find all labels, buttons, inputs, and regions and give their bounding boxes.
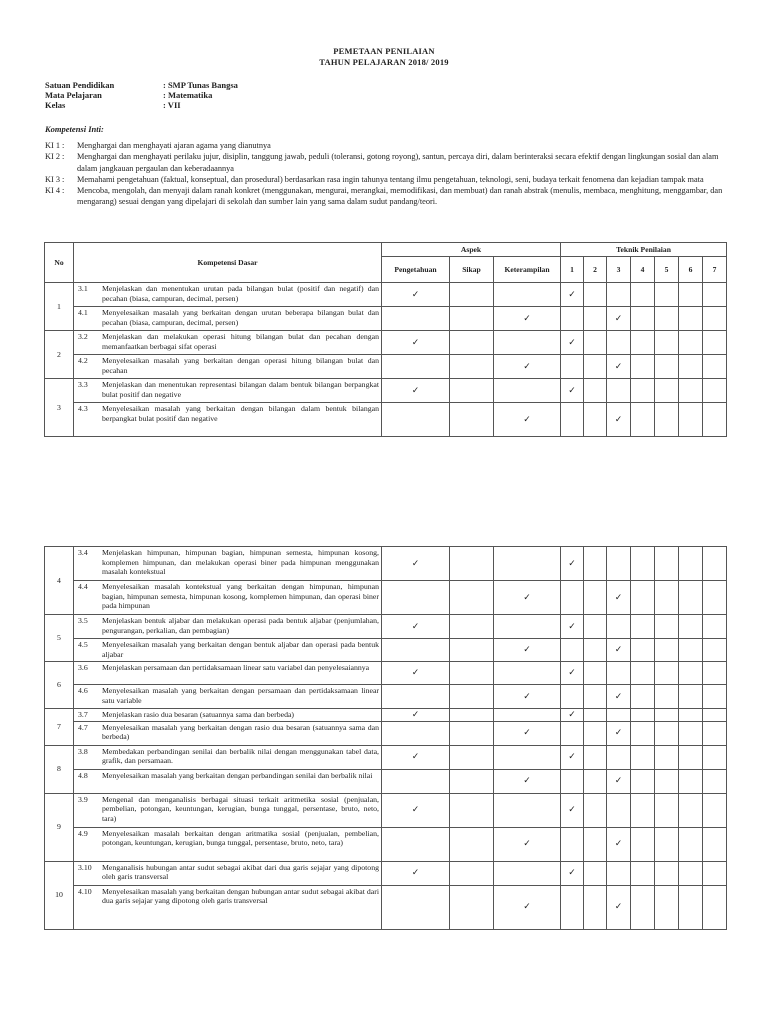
kd-cell	[74, 403, 382, 437]
check-keterampilan: ✓	[494, 581, 561, 615]
check-keterampilan: ✓	[494, 827, 561, 861]
kd-code: 3.5	[78, 616, 88, 625]
kd-code: 4.3	[78, 404, 88, 413]
kd-cell	[74, 745, 382, 769]
ki-item	[45, 151, 735, 174]
kd-code: 4.1	[78, 308, 88, 317]
check-teknik-1: ✓	[561, 615, 584, 639]
kd-cell	[74, 827, 382, 861]
kd-cell	[74, 355, 382, 379]
table-row	[45, 355, 727, 379]
kd-cell	[74, 662, 382, 685]
kd-text: Menganalisis hubungan antar sudut sebagai akibat dari dua garis sejajar yang dipotong oleh garis transversal	[102, 862, 379, 882]
ki-code: KI 1 :	[45, 141, 65, 150]
check-pengetahuan: ✓	[382, 662, 450, 685]
mapel-value: : Matematika	[163, 90, 213, 100]
kd-text: Menyelesaikan masalah yang berkaitan dengan hubungan antar sudut sebagai akibat dari dua garis sejajar yang dipotong oleh garis transversal	[102, 886, 379, 906]
table-row	[45, 885, 727, 929]
check-pengetahuan: ✓	[382, 283, 450, 307]
assessment-table-page-2	[44, 546, 727, 930]
kelas-label: Kelas	[45, 100, 66, 110]
check-teknik-3: ✓	[607, 721, 631, 745]
row-number: 3	[45, 379, 74, 437]
check-pengetahuan: ✓	[382, 331, 450, 355]
table-row	[45, 662, 727, 685]
check-teknik-3: ✓	[607, 355, 631, 379]
check-teknik-1: ✓	[561, 331, 584, 355]
check-teknik-1: ✓	[561, 709, 584, 722]
title-line-2: TAHUN PELAJARAN 2018/ 2019	[319, 57, 449, 67]
document-meta	[45, 80, 238, 110]
check-teknik-3: ✓	[607, 639, 631, 662]
satuan-value: : SMP Tunas Bangsa	[163, 80, 238, 90]
check-pengetahuan: ✓	[382, 861, 450, 885]
row-number: 9	[45, 793, 74, 861]
kd-code: 4.10	[78, 886, 92, 896]
header-teknik-penilaian: Teknik Penilaian	[561, 243, 727, 257]
ki-code: KI 3 :	[45, 174, 65, 184]
table-row	[45, 283, 727, 307]
row-number: 10	[45, 861, 74, 929]
kd-code: 3.10	[78, 862, 92, 872]
kd-text: Menjelaskan himpunan, himpunan bagian, himpunan semesta, himpunan kosong, komplemen himpunan, dan melakukan operasi biner pada himpunan menggunakan masalah kontekstual	[102, 548, 379, 577]
kompetensi-inti-list	[45, 140, 735, 208]
check-keterampilan: ✓	[494, 639, 561, 662]
kd-code: 3.9	[78, 794, 88, 804]
table-row	[45, 861, 727, 885]
kd-text: Menyelesaikan masalah berkaitan dengan aritmatika sosial (penjualan, pembelian, potongan, keuntungan, kerugian, bunga tunggal, persentase, bruto, neto, tara)	[102, 828, 379, 848]
check-teknik-3: ✓	[607, 685, 631, 709]
kd-cell	[74, 307, 382, 331]
ki-text: Memahami pengetahuan (faktual, konseptual, dan prosedural) berdasarkan rasa ingin tahunya tentang ilmu pengetahuan, teknologi, seni, budaya terkait fenomena dan kejadian tampak mata	[77, 174, 704, 184]
kd-text: Menyelesaikan masalah yang berkaitan dengan urutan beberapa bilangan bulat dan pecahan (biasa, campuran, decimal, persen)	[102, 308, 379, 327]
check-pengetahuan: ✓	[382, 709, 450, 722]
ki-text: Menghargai dan menghayati ajaran agama yang dianutnya	[77, 141, 271, 150]
kd-cell	[74, 685, 382, 709]
row-number: 1	[45, 283, 74, 331]
header-teknik-7: 7	[703, 257, 727, 283]
header-kompetensi-dasar: Kompetensi Dasar	[74, 243, 382, 283]
ki-item	[45, 185, 735, 208]
check-keterampilan: ✓	[494, 885, 561, 929]
table-row	[45, 581, 727, 615]
kd-cell	[74, 547, 382, 581]
check-teknik-1: ✓	[561, 793, 584, 827]
kd-cell	[74, 709, 382, 722]
table-row	[45, 331, 727, 355]
kd-code: 3.8	[78, 746, 88, 756]
kd-code: 3.1	[78, 284, 88, 293]
header-sikap: Sikap	[450, 257, 494, 283]
row-number: 8	[45, 745, 74, 793]
mapel-label: Mata Pelajaran	[45, 90, 102, 100]
kompetensi-inti-heading: Kompetensi Inti:	[45, 124, 104, 134]
table-row	[45, 615, 727, 639]
header-pengetahuan: Pengetahuan	[382, 257, 450, 283]
kd-code: 3.2	[78, 332, 88, 341]
header-teknik-6: 6	[679, 257, 703, 283]
header-aspek: Aspek	[382, 243, 561, 257]
kd-text: Membedakan perbandingan senilai dan berbalik nilai dengan menggunakan tabel data, grafik, dan persamaan.	[102, 746, 379, 766]
kd-text: Menyelesaikan masalah yang berkaitan dengan bentuk aljabar dan operasi pada bentuk aljabar	[102, 640, 379, 659]
check-teknik-1: ✓	[561, 745, 584, 769]
check-teknik-3: ✓	[607, 769, 631, 793]
table-row	[45, 307, 727, 331]
kd-cell	[74, 639, 382, 662]
check-teknik-1: ✓	[561, 662, 584, 685]
table-row	[45, 769, 727, 793]
kd-cell	[74, 615, 382, 639]
kd-text: Menjelaskan rasio dua besaran (satuannya sama dan berbeda)	[102, 710, 295, 719]
ki-text: Menghargai dan menghayati perilaku jujur, disiplin, tanggung jawab, peduli (toleransi, gotong royong), santun, percaya diri, dalam berinteraksi secara efektif dengan lingkungan sosial dan alam dalam jangkauan pergaulan dan keberadaannya	[77, 152, 719, 173]
kd-text: Menyelesaikan masalah yang berkaitan dengan persamaan dan pertidaksamaan linear satu variable	[102, 686, 379, 705]
check-teknik-3: ✓	[607, 885, 631, 929]
check-teknik-1: ✓	[561, 861, 584, 885]
check-teknik-3: ✓	[607, 403, 631, 437]
table-row	[45, 721, 727, 745]
kd-text: Menjelaskan dan melakukan operasi hitung bilangan bulat dan pecahan dengan memanfaatkan berbagai sifat operasi	[102, 332, 379, 351]
kd-cell	[74, 769, 382, 793]
kd-cell	[74, 861, 382, 885]
header-keterampilan: Keterampilan	[494, 257, 561, 283]
table-row	[45, 639, 727, 662]
check-pengetahuan: ✓	[382, 615, 450, 639]
ki-code: KI 4 :	[45, 186, 65, 196]
kd-code: 4.6	[78, 686, 88, 695]
kd-text: Menyelesaikan masalah yang berkaitan dengan perbandingan senilai dan berbalik nilai	[102, 770, 373, 780]
kd-code: 4.5	[78, 640, 88, 649]
kd-code: 4.4	[78, 582, 88, 591]
assessment-table-page-1	[44, 242, 727, 437]
kd-text: Menyelesaikan masalah yang berkaitan dengan operasi hitung bilangan bulat dan pecahan	[102, 356, 379, 375]
check-pengetahuan: ✓	[382, 547, 450, 581]
check-keterampilan: ✓	[494, 685, 561, 709]
kd-code: 3.6	[78, 663, 88, 672]
ki-text: Mencoba, mengolah, dan menyaji dalam ranah konkret (menggunakan, mengurai, merangkai, memodifikasi, dan membuat) dan ranah abstrak (menulis, membaca, menghitung, menggambar, dan mengarang) sesuai dengan yang dipelajari di sekolah dan sumber lain yang sama dalam sudut pandang/teori.	[77, 186, 723, 207]
kd-code: 3.4	[78, 548, 88, 557]
check-pengetahuan: ✓	[382, 379, 450, 403]
header-no: No	[45, 243, 74, 283]
check-teknik-3: ✓	[607, 827, 631, 861]
kd-cell	[74, 581, 382, 615]
check-keterampilan: ✓	[494, 403, 561, 437]
table-row	[45, 685, 727, 709]
header-teknik-1: 1	[561, 257, 584, 283]
check-teknik-1: ✓	[561, 547, 584, 581]
title-line-1: PEMETAAN PENILAIAN	[333, 46, 435, 56]
header-teknik-2: 2	[584, 257, 607, 283]
ki-code: KI 2 :	[45, 152, 65, 162]
table-row	[45, 827, 727, 861]
kd-cell	[74, 793, 382, 827]
table-row	[45, 793, 727, 827]
kd-text: Menjelaskan dan menentukan representasi bilangan dalam bentuk bilangan berpangkat bulat positif dan negative	[102, 380, 379, 399]
header-teknik-3: 3	[607, 257, 631, 283]
kd-text: Menyelesaikan masalah yang berkaitan dengan rasio dua besaran (satuannya sama dan berbeda)	[102, 722, 379, 742]
kelas-value: : VII	[163, 100, 181, 110]
table-row	[45, 745, 727, 769]
check-keterampilan: ✓	[494, 355, 561, 379]
table-row	[45, 547, 727, 581]
table-row	[45, 379, 727, 403]
satuan-label: Satuan Pendidikan	[45, 80, 115, 90]
kd-text: Menjelaskan persamaan dan pertidaksamaan linear satu variabel dan penyelesaiannya	[102, 663, 370, 672]
row-number: 2	[45, 331, 74, 379]
table-row	[45, 403, 727, 437]
kd-code: 3.7	[78, 710, 88, 719]
kd-cell	[74, 379, 382, 403]
ki-item	[45, 174, 735, 185]
check-pengetahuan: ✓	[382, 745, 450, 769]
kd-text: Menjelaskan bentuk aljabar dan melakukan operasi pada bentuk aljabar (penjumlahan, pengurangan, perkalian, dan pembagian)	[102, 616, 379, 635]
check-teknik-1: ✓	[561, 283, 584, 307]
check-pengetahuan: ✓	[382, 793, 450, 827]
check-keterampilan: ✓	[494, 721, 561, 745]
row-number: 5	[45, 615, 74, 662]
kd-text: Menjelaskan dan menentukan urutan pada bilangan bulat (positif dan negatif) dan pecahan (biasa, campuran, decimal, persen)	[102, 284, 379, 303]
header-teknik-4: 4	[631, 257, 655, 283]
check-teknik-3: ✓	[607, 581, 631, 615]
document-title	[0, 46, 768, 68]
header-teknik-5: 5	[655, 257, 679, 283]
check-keterampilan: ✓	[494, 769, 561, 793]
kd-code: 4.7	[78, 722, 88, 732]
kd-cell	[74, 721, 382, 745]
kd-text: Mengenal dan menganalisis berbagai situasi terkait aritmetika sosial (penjualan, pembelian, potongan, keuntungan, kerugian, bunga tunggal, persentase, bruto, neto, tara)	[102, 794, 379, 823]
row-number: 6	[45, 662, 74, 709]
kd-text: Menyelesaikan masalah yang berkaitan dengan bilangan dalam bentuk bilangan berpangkat bulat positif dan negative	[102, 404, 379, 423]
kd-text: Menyelesaikan masalah kontekstual yang berkaitan dengan himpunan, himpunan bagian, himpunan semesta, himpunan kosong, komplemen himpunan, dan operasi biner pada himpunan	[102, 582, 379, 611]
ki-item	[45, 140, 735, 151]
row-number: 4	[45, 547, 74, 615]
row-number: 7	[45, 709, 74, 746]
kd-cell	[74, 283, 382, 307]
check-keterampilan: ✓	[494, 307, 561, 331]
kd-code: 4.9	[78, 828, 88, 838]
kd-cell	[74, 331, 382, 355]
kd-cell	[74, 885, 382, 929]
table-row	[45, 709, 727, 722]
check-teknik-1: ✓	[561, 379, 584, 403]
kd-code: 4.8	[78, 770, 88, 780]
check-teknik-3: ✓	[607, 307, 631, 331]
kd-code: 4.2	[78, 356, 88, 365]
kd-code: 3.3	[78, 380, 88, 389]
